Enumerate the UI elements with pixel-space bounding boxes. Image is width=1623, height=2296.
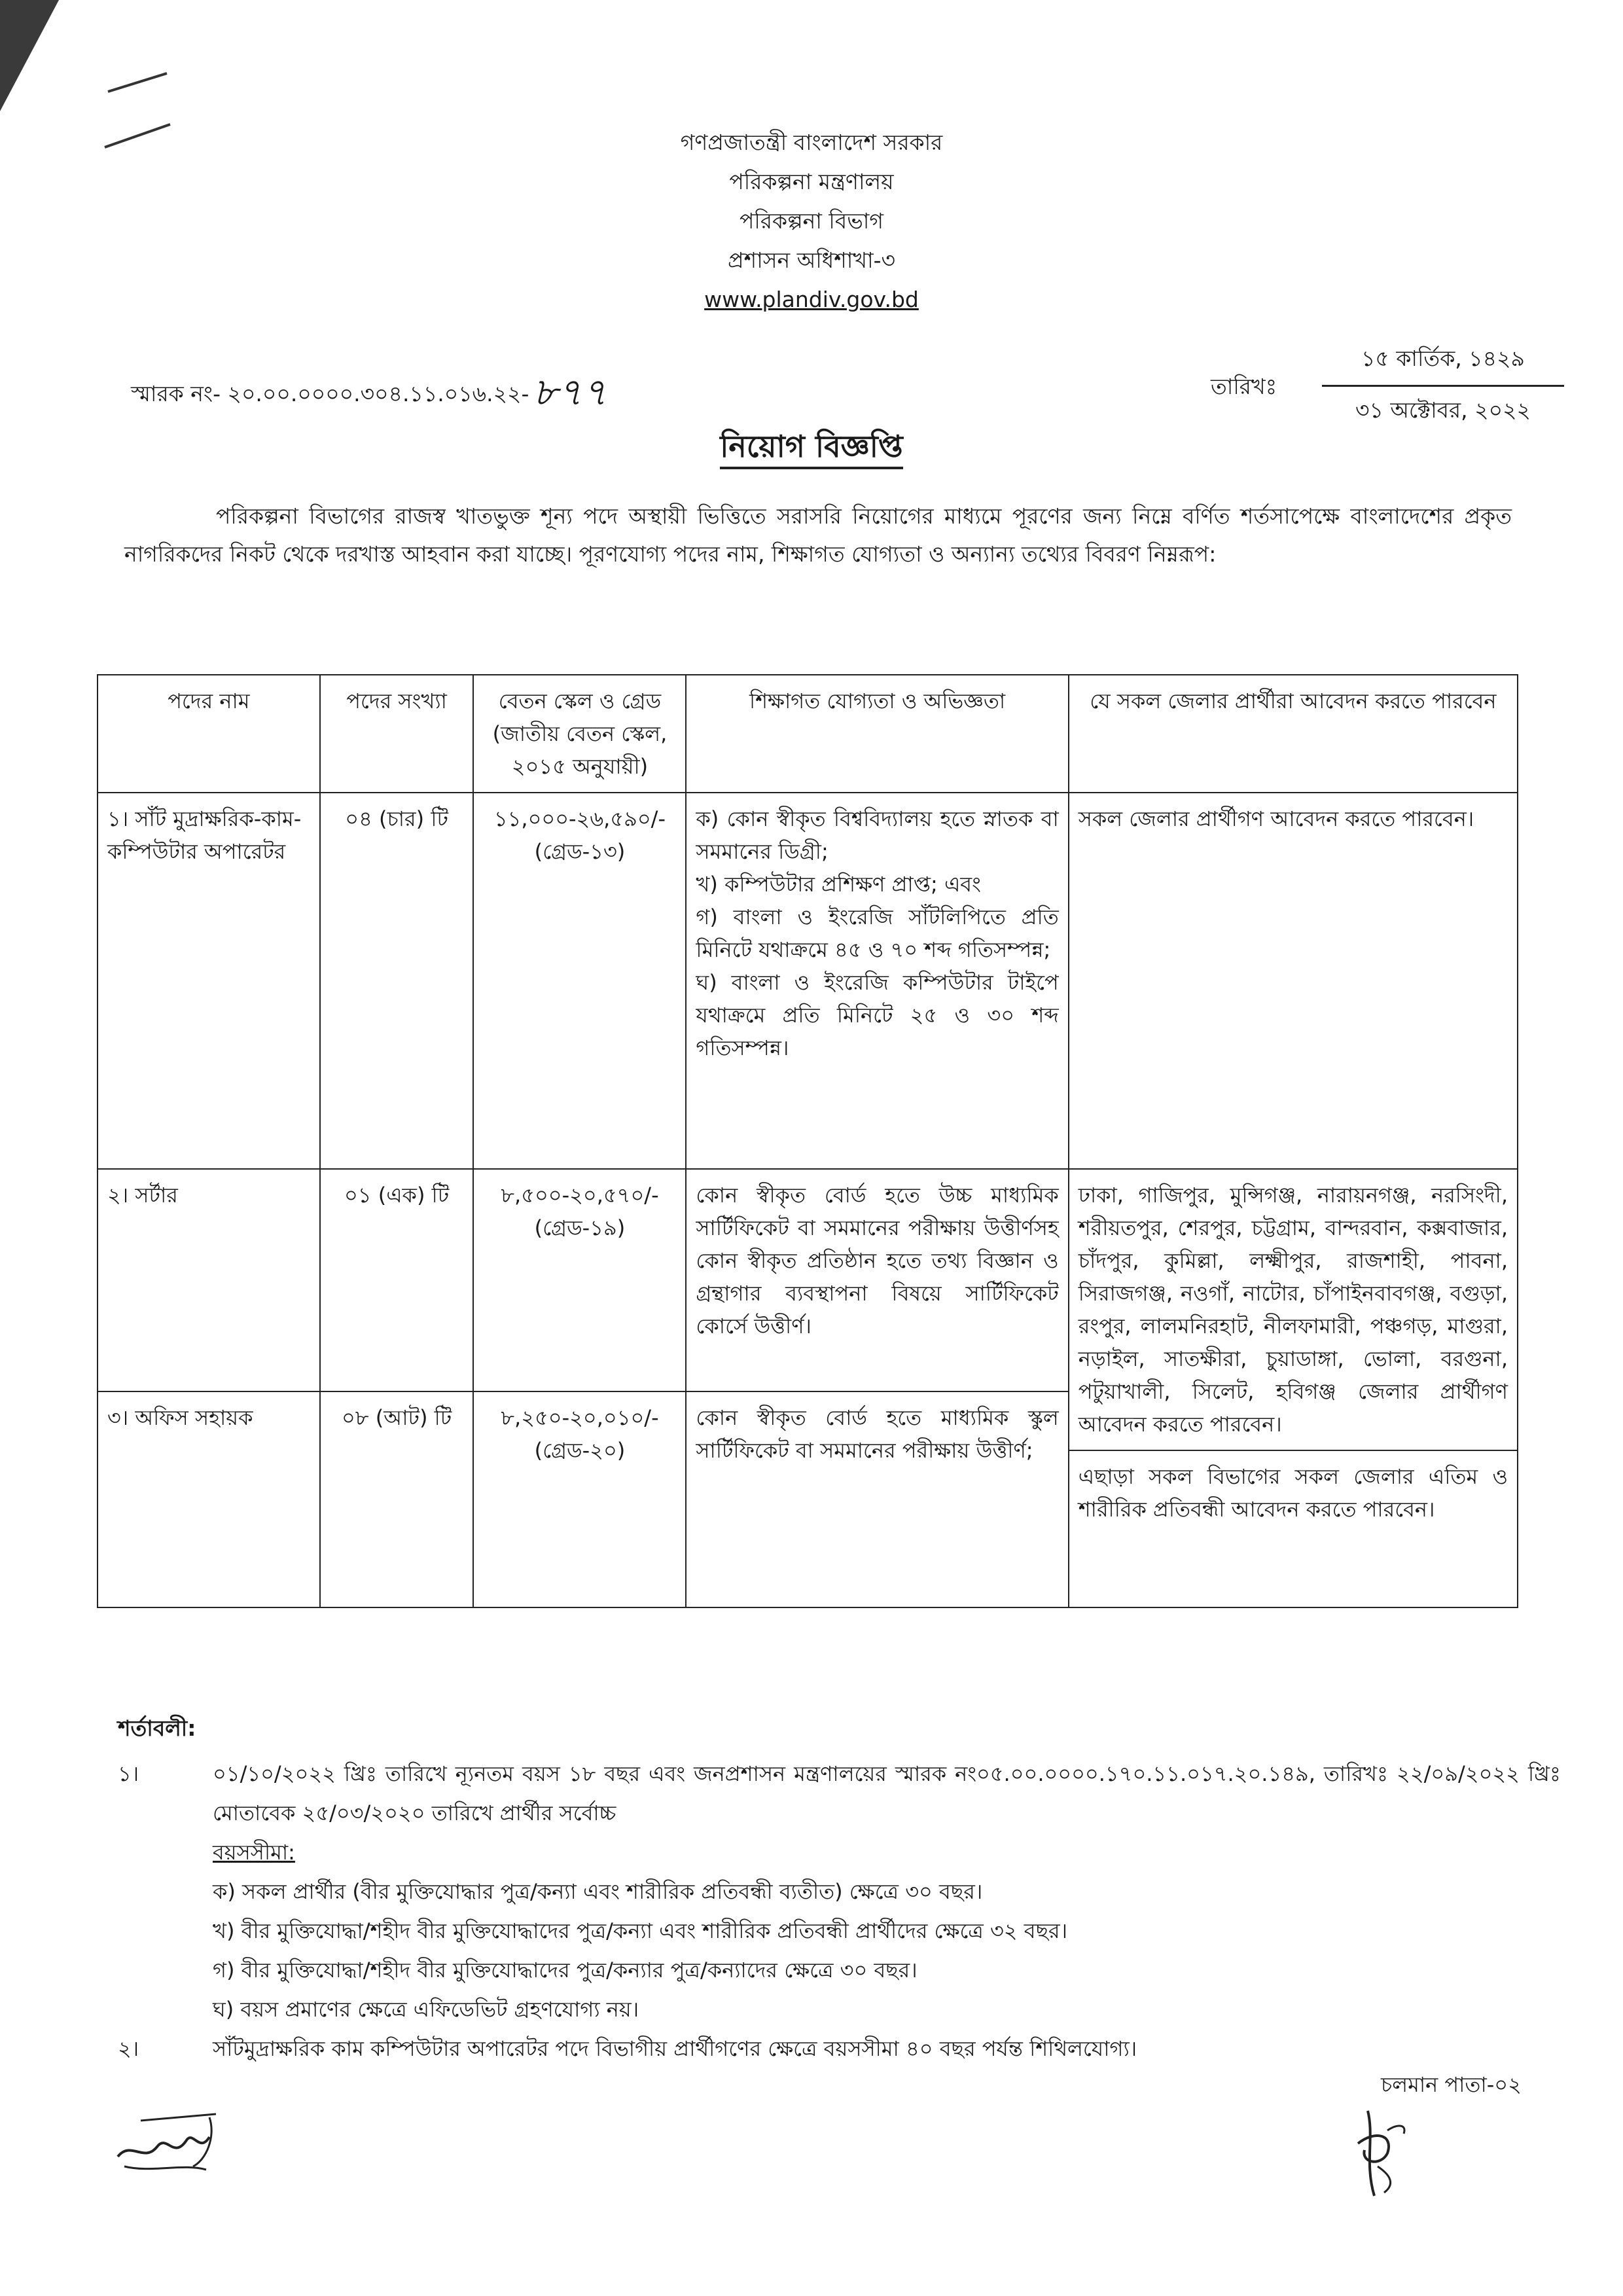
division-name: পরিকল্পনা বিভাগ (740, 208, 883, 234)
post-name: ৩। অফিস সহায়ক (98, 1391, 320, 1607)
age-item: ঘ) বয়স প্রমাণের ক্ষেত্রে এফিডেভিট গ্রহণযোগ্য নয়। (213, 1997, 639, 2022)
memo-handwritten-number: ৮৭৭ (533, 370, 607, 414)
signature-right (1348, 2104, 1420, 2202)
govt-name: গণপ্রজাতন্ত্রী বাংলাদেশ সরকার (680, 130, 943, 155)
table-row (98, 1169, 1518, 1391)
table-header-row (98, 675, 1518, 793)
notice-title: নিয়োগ বিজ্ঞপ্তি (720, 429, 902, 469)
age-limit-label: বয়সসীমা: (213, 1840, 295, 1865)
scale-value: ১১,০০০-২৬,৫৯০/- (493, 806, 666, 831)
pay-scale (473, 793, 686, 1169)
post-name: ১। সাঁট মুদ্রাক্ষরিক-কাম-কম্পিউটার অপারেটর (98, 793, 320, 1169)
date-label: তারিখঃ (1211, 374, 1277, 399)
grade-value: (গ্রেড-১৩) (534, 839, 626, 864)
age-item: খ) বীর মুক্তিযোদ্ধা/শহীদ বীর মুক্তিযোদ্ধাদের পুত্র/কন্যা এবং শারীরিক প্রতিবন্ধী প্রার্থীদের ক্ষেত্রে ৩২ বছর। (213, 1918, 1068, 1943)
post-count: ০৮ (আট) টি (320, 1391, 474, 1607)
post-count: ০৪ (চার) টি (320, 793, 474, 1169)
post-count: ০১ (এক) টি (320, 1169, 474, 1391)
branch-name: প্রশাসন অধিশাখা-৩ (728, 247, 895, 273)
qualification-item: খ) কম্পিউটার প্রশিক্ষণ প্রাপ্ত; এবং (696, 872, 981, 897)
website-line (0, 281, 1623, 318)
posts-table (97, 674, 1518, 1608)
extra-eligible: এছাড়া সকল বিভাগের সকল জেলার এতিম ও শারীরিক প্রতিবন্ধী আবেদন করতে পারবেন। (1078, 1464, 1508, 1522)
scale-value: ৮,২৫০-২০,০১০/- (501, 1405, 659, 1430)
pay-scale (473, 1169, 686, 1391)
header-post-name: পদের নাম (98, 675, 320, 793)
condition-1-number: ১। (118, 1761, 139, 1786)
post-name: ২। সর্টার (98, 1169, 320, 1391)
condition-2-text: সাঁটমুদ্রাক্ষরিক কাম কম্পিউটার অপারেটর পদে বিভাগীয় প্রার্থীগণের ক্ষেত্রে বয়সসীমা ৪০ বছর পর্যন্ত শিথিলযোগ্য। (213, 2036, 1137, 2061)
header-eligible-districts: যে সকল জেলার প্রার্থীরা আবেদন করতে পারবেন (1069, 675, 1518, 793)
table-row (98, 793, 1518, 1169)
condition-2-number: ২। (118, 2036, 139, 2061)
eligible-districts: সকল জেলার প্রার্থীগণ আবেদন করতে পারবেন। (1069, 793, 1518, 1169)
header-pay-scale: বেতন স্কেল ও গ্রেড (জাতীয় বেতন স্কেল, ২০১৫ অনুযায়ী) (473, 675, 686, 793)
eligible-districts: ঢাকা, গাজিপুর, মুন্সিগঞ্জ, নারায়নগঞ্জ, নরসিংদী, শরীয়তপুর, শেরপুর, চট্টগ্রাম, বান্দরবান, কক্সবাজার, চাঁদপুর, কুমিল্লা, লক্ষ্মীপুর, রাজশাহী, পাবনা, সিরাজগঞ্জ, নওগাঁ, নাটোর, চাঁপাইনবাবগঞ্জ, বগুড়া, রংপুর, লালমনিরহাট, নীলফামারী, পঞ্চগড়, মাগুরা, নড়াইল, সাতক্ষীরা, চুয়াডাঙ্গা, ভোলা, বরগুনা, পটুয়াখালী, সিলেট, হবিগঞ্জ জেলার প্রার্থীগণ আবেদন করতে পারবেন। (1069, 1170, 1517, 1451)
intro-paragraph (124, 497, 1512, 573)
date-block (1322, 342, 1564, 430)
header-qualification: শিক্ষাগত যোগ্যতা ও অভিজ্ঞতা (686, 675, 1068, 793)
qualification: কোন স্বীকৃত বোর্ড হতে উচ্চ মাধ্যমিক সার্টিফিকেট বা সমমানের পরীক্ষায় উত্তীর্ণসহ কোন স্বীকৃত প্রতিষ্ঠান হতে তথ্য বিজ্ঞান ও গ্রন্থাগার ব্যবস্থাপনা বিষয়ে সার্টিফিকেট কোর্সে উত্তীর্ণ। (686, 1169, 1068, 1391)
notice-title-wrap (0, 424, 1623, 474)
qualification: কোন স্বীকৃত বোর্ড হতে মাধ্যমিক স্কুল সার্টিফিকেট বা সমমানের পরীক্ষায় উত্তীর্ণ; (686, 1391, 1068, 1607)
qualification (686, 793, 1068, 1169)
grade-value: (গ্রেড-২০) (534, 1438, 626, 1463)
intro-text: পরিকল্পনা বিভাগের রাজস্ব খাতভুক্ত শূন্য পদে অস্থায়ী ভিত্তিতে সরাসরি নিয়োগের মাধ্যমে পূরণের জন্য নিম্নে বর্ণিত শর্তসাপেক্ষে বাংলাদেশের প্রকৃত নাগরিকদের নিকট থেকে দরখাস্ত আহবান করা যাচ্ছে। পূরণযোগ্য পদের নাম, শিক্ষাগত যোগ্যতা ও অন্যান্য তথ্যের বিবরণ নিম্নরূপ: (124, 503, 1512, 567)
condition-1-text: ০১/১০/২০২২ খ্রিঃ তারিখে ন্যূনতম বয়স ১৮ বছর এবং জনপ্রশাসন মন্ত্রণালয়ের স্মারক নং০৫.০০.০০০০.১৭০.১১.০১৭.২০.১৪৯, তারিখঃ ২২/০৯/২০২২ খ্রিঃ মোতাবেক ২৫/০৩/২০২০ তারিখে প্রার্থীর সর্বোচ্চ (213, 1761, 1561, 1825)
age-item: গ) বীর মুক্তিযোদ্ধা/শহীদ বীর মুক্তিযোদ্ধাদের পুত্র/কন্যার পুত্র/কন্যাদের ক্ষেত্রে ৩০ বছর। (213, 1958, 918, 1982)
date-bangla: ১৫ কার্তিক, ১৪২৯ (1322, 342, 1564, 387)
continued-page-note: চলমান পাতা-০২ (1381, 2072, 1522, 2097)
pay-scale (473, 1391, 686, 1607)
qualification-item: ঘ) বাংলা ও ইংরেজি কম্পিউটার টাইপে যথাক্রমে প্রতি মিনিটে ২৫ ও ৩০ শব্দ গতিসম্পন্ন। (696, 970, 1059, 1060)
age-item: ক) সকল প্রার্থীর (বীর মুক্তিযোদ্ধার পুত্র/কন্যা এবং শারীরিক প্রতিবন্ধী ব্যতীত) ক্ষেত্রে ৩০ বছর। (213, 1879, 983, 1904)
date-english: ৩১ অক্টোবর, ২০২২ (1355, 397, 1531, 423)
memo-line (131, 363, 607, 427)
qualification-item: ক) কোন স্বীকৃত বিশ্ববিদ্যালয় হতে স্নাতক বা সমমানের ডিগ্রী; (696, 806, 1059, 864)
qualification-item: গ) বাংলা ও ইংরেজি সাঁটলিপিতে প্রতি মিনিটে যথাক্রমে ৪৫ ও ৭০ শব্দ গতিসম্পন্ন; (696, 905, 1059, 962)
memo-label: স্মারক নং- ২০.০০.০০০০.৩০৪.১১.০১৬.২২- (131, 381, 529, 406)
eligible-districts-merged (1069, 1169, 1518, 1607)
grade-value: (গ্রেড-১৯) (534, 1215, 626, 1240)
scale-value: ৮,৫০০-২০,৫৭০/- (501, 1183, 659, 1208)
signature-left (111, 2101, 242, 2179)
ministry-name: পরিকল্পনা মন্ত্রণালয় (729, 169, 894, 194)
header-post-count: পদের সংখ্যা (320, 675, 474, 793)
conditions-title: শর্তাবলী: (118, 1715, 196, 1741)
website-link[interactable]: www.plandiv.gov.bd (704, 287, 919, 312)
